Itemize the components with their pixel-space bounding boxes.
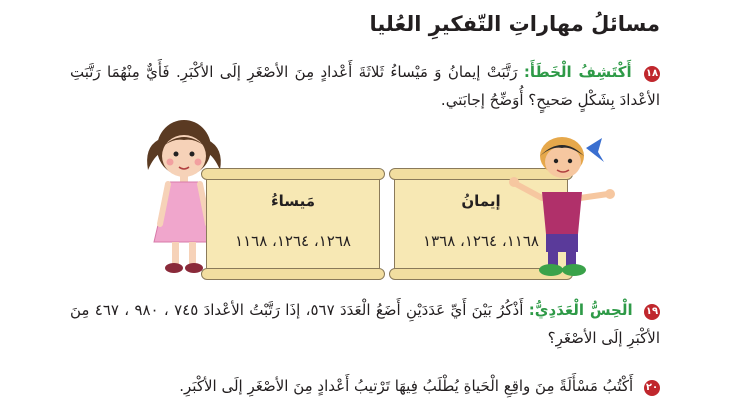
question-lead: الْحِسُّ الْعَدَدِيُّ:	[528, 301, 633, 319]
page-title: مسائلُ مهاراتِ التّفكيرِ العُليا	[369, 12, 660, 36]
boy-illustration	[506, 134, 618, 280]
question-text: أَكْتُبُ مَسْأَلَةً مِنَ واقِعِ الْحَياةِ يُطْلَبُ فِيهَا تَرْتيبُ أَعْدادٍ مِنَ الأصْغَرِ إلَى الأكْبَرِ.	[179, 377, 634, 395]
scroll-name: إيمانُ	[461, 192, 501, 210]
question-number-badge: ٢٠	[644, 380, 660, 396]
question-text: أَذْكُرُ بَيْنَ أَيِّ عَدَدَيْنِ أَضَعُ الْعَدَدَ ٥٦٧، إذَا رَتَّبْتُ الأعْدادَ ٧٤٥ ، ٩٨٠ ، ٤٦٧ مِنَ الأكْبَرِ إلَى الأصْغَرِ؟	[70, 301, 660, 347]
scroll-numbers: ١١٦٨، ١٢٦٤، ١٣٦٨	[423, 232, 539, 250]
question-lead: أَكْتَشِفُ الْخَطَأَ:	[523, 63, 632, 81]
question-20	[70, 372, 660, 400]
scroll-maysaa	[206, 175, 380, 273]
scroll-numbers: ١٢٦٨، ١٢٦٤، ١١٦٨	[235, 232, 351, 250]
question-text: رَتَّبَتْ إيمانُ وَ مَيْساءُ ثَلاثَةَ أَعْدادٍ مِنَ الأصْغَرِ إلَى الأكْبَرِ. فَأَيٌّ مِنْهُمَا رَتَّبَتِ الأعْدادَ بِشَكْلٍ صَحيحٍ؟ أُوَضِّحُ إجابَتي.	[70, 63, 660, 109]
question-18	[70, 58, 660, 114]
scroll-name: مَيساءُ	[271, 192, 315, 210]
question-19	[70, 296, 660, 352]
question-number-badge: ١٨	[644, 66, 660, 82]
question-number-badge: ١٩	[644, 304, 660, 320]
